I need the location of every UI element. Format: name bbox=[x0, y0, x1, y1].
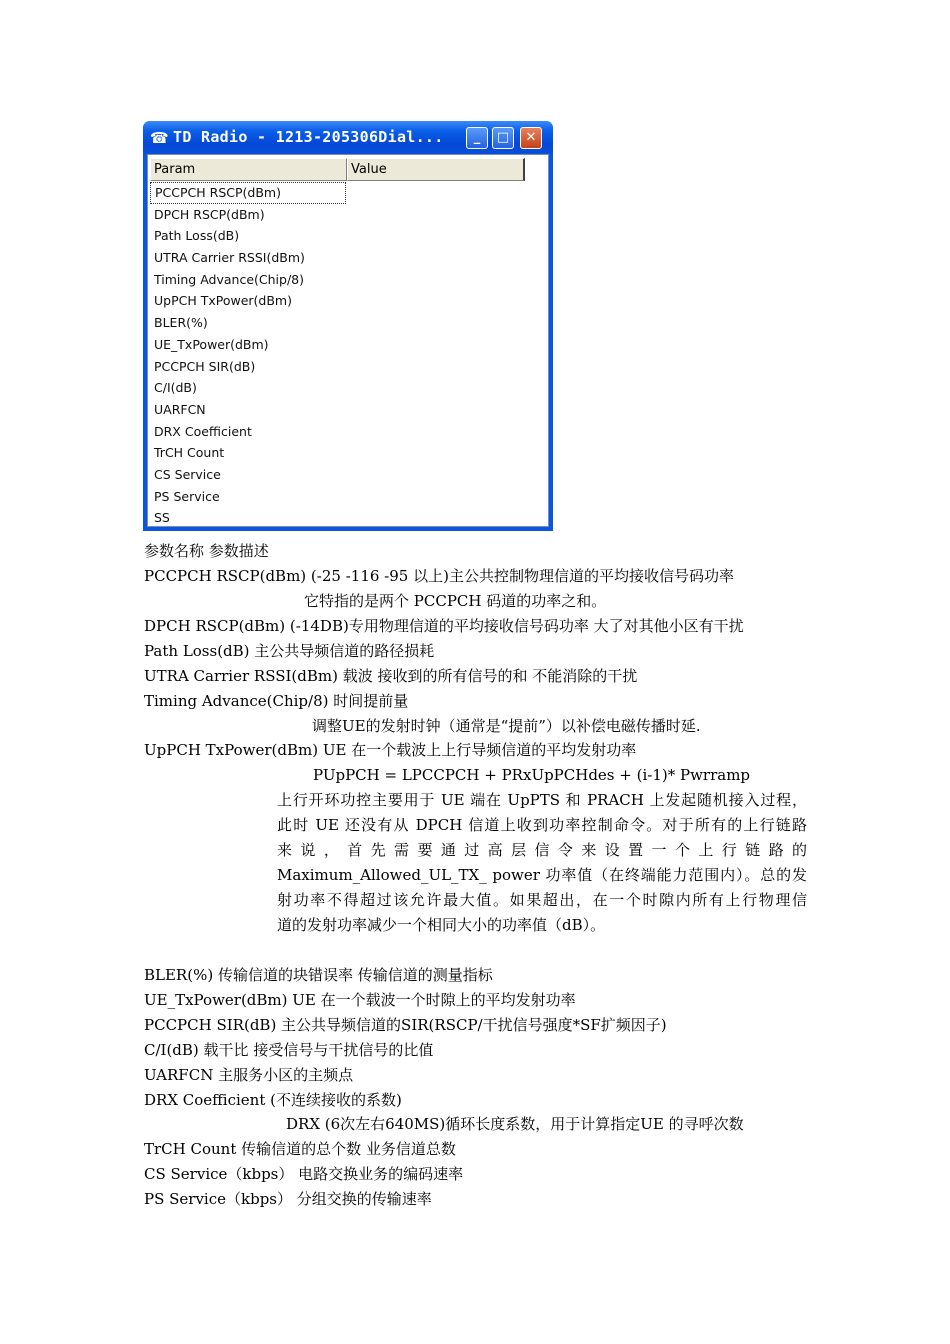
minimize-button[interactable] bbox=[466, 127, 488, 149]
table-heading: 参数名称 参数描述 bbox=[144, 542, 269, 560]
desc-pccpch-sir: PCCPCH SIR(dB) 主公共导频信道的SIR(RSCP/干扰信号强度*SF扩频因子) bbox=[144, 1016, 667, 1034]
paragraph-line: 射功率不得超过该允许最大值。如果超出，在一个时隙内所有上行物理信 bbox=[277, 891, 807, 909]
minimize-icon: _ bbox=[473, 130, 481, 145]
desc-bler: BLER(%) 传输信道的块错误率 传输信道的测量指标 bbox=[144, 966, 493, 984]
desc-pccpch-rscp: PCCPCH RSCP(dBm) (-25 -116 -95 以上)主公共控制物理信道的平均接收信号码功率 bbox=[144, 567, 734, 585]
param-list-view bbox=[147, 154, 549, 527]
window-title: TD Radio - 1213-205306Dial... bbox=[173, 128, 444, 146]
list-item[interactable]: UE_TxPower(dBm) bbox=[154, 336, 269, 352]
list-item[interactable]: Path Loss(dB) bbox=[154, 228, 240, 244]
maximize-icon: □ bbox=[496, 130, 510, 145]
list-item[interactable]: SS bbox=[154, 510, 170, 526]
list-item[interactable]: UpPCH TxPower(dBm) bbox=[154, 293, 292, 309]
column-header-param[interactable]: Param bbox=[150, 158, 347, 181]
desc-pccpch-rscp-note: 它特指的是两个 PCCPCH 码道的功率之和。 bbox=[304, 592, 607, 610]
desc-drx-note: DRX (6次左右640MS)循环长度系数，用于计算指定UE 的寻呼次数 bbox=[286, 1115, 744, 1133]
open-loop-paragraph bbox=[277, 788, 807, 938]
close-button[interactable] bbox=[520, 127, 542, 149]
list-item[interactable]: TrCH Count bbox=[154, 445, 225, 461]
paragraph-line: 此时 UE 还没有从 DPCH 信道上收到功率控制命令。对于所有的上行链路 bbox=[277, 816, 807, 834]
list-item[interactable]: UARFCN bbox=[154, 401, 206, 417]
desc-ps-service: PS Service（kbps） 分组交换的传输速率 bbox=[144, 1190, 432, 1208]
desc-trch-count: TrCH Count 传输信道的总个数 业务信道总数 bbox=[144, 1140, 456, 1158]
list-item[interactable]: C/I(dB) bbox=[154, 380, 197, 396]
list-item[interactable]: PS Service bbox=[154, 488, 220, 504]
list-item[interactable]: PCCPCH RSCP(dBm) bbox=[150, 182, 346, 204]
list-item[interactable]: UTRA Carrier RSSI(dBm) bbox=[154, 250, 305, 266]
desc-uppch-txpower: UpPCH TxPower(dBm) UE 在一个载波上上行导频信道的平均发射功率 bbox=[144, 741, 637, 759]
title-bar[interactable] bbox=[143, 121, 553, 154]
maximize-button[interactable] bbox=[492, 127, 514, 149]
paragraph-line: Maximum_Allowed_UL_TX_ power 功率值（在终端能力范围内）。总的发 bbox=[277, 866, 807, 884]
desc-dpch-rscp: DPCH RSCP(dBm) (-14DB)专用物理信道的平均接收信号码功率 大了对其他小区有干扰 bbox=[144, 617, 744, 635]
paragraph-line: 道的发射功率减少一个相同大小的功率值（dB）。 bbox=[277, 916, 606, 934]
desc-path-loss: Path Loss(dB) 主公共导频信道的路径损耗 bbox=[144, 642, 435, 660]
desc-timing-advance: Timing Advance(Chip/8) 时间提前量 bbox=[144, 692, 409, 710]
list-item[interactable]: CS Service bbox=[154, 466, 221, 482]
list-item[interactable]: DRX Coefficient bbox=[154, 423, 252, 439]
list-item[interactable]: DPCH RSCP(dBm) bbox=[154, 206, 265, 222]
desc-cs-service: CS Service（kbps） 电路交换业务的编码速率 bbox=[144, 1165, 464, 1183]
list-item[interactable]: BLER(%) bbox=[154, 315, 208, 331]
desc-ci: C/I(dB) 载干比 接受信号与干扰信号的比值 bbox=[144, 1041, 434, 1059]
signal-icon: ☎ bbox=[150, 129, 169, 147]
td-radio-window bbox=[143, 121, 553, 531]
list-item[interactable]: PCCPCH SIR(dB) bbox=[154, 358, 256, 374]
desc-drx-coefficient: DRX Coefficient (不连续接收的系数) bbox=[144, 1091, 402, 1109]
column-header-value[interactable]: Value bbox=[347, 158, 525, 181]
close-icon: ✕ bbox=[525, 130, 537, 145]
param-rows bbox=[150, 182, 530, 529]
desc-ue-txpower: UE_TxPower(dBm) UE 在一个载波一个时隙上的平均发射功率 bbox=[144, 991, 576, 1009]
desc-utra-rssi: UTRA Carrier RSSI(dBm) 载波 接收到的所有信号的和 不能消除的干扰 bbox=[144, 667, 638, 685]
paragraph-line: 来 说 ， 首 先 需 要 通 过 高 层 信 令 来 设 置 一 个 上 行 链 路 的 bbox=[277, 841, 807, 859]
paragraph-line: 上行开环功控主要用于 UE 端在 UpPTS 和 PRACH 上发起随机接入过程， bbox=[277, 791, 807, 809]
desc-timing-advance-note: 调整UE的发射时钟（通常是“提前”）以补偿电磁传播时延. bbox=[312, 717, 701, 735]
desc-uarfcn: UARFCN 主服务小区的主频点 bbox=[144, 1066, 354, 1084]
list-item[interactable]: Timing Advance(Chip/8) bbox=[154, 271, 304, 287]
formula-uppch: PUpPCH = LPCCPCH + PRxUpPCHdes + (i-1)* Pwrramp bbox=[313, 766, 751, 784]
